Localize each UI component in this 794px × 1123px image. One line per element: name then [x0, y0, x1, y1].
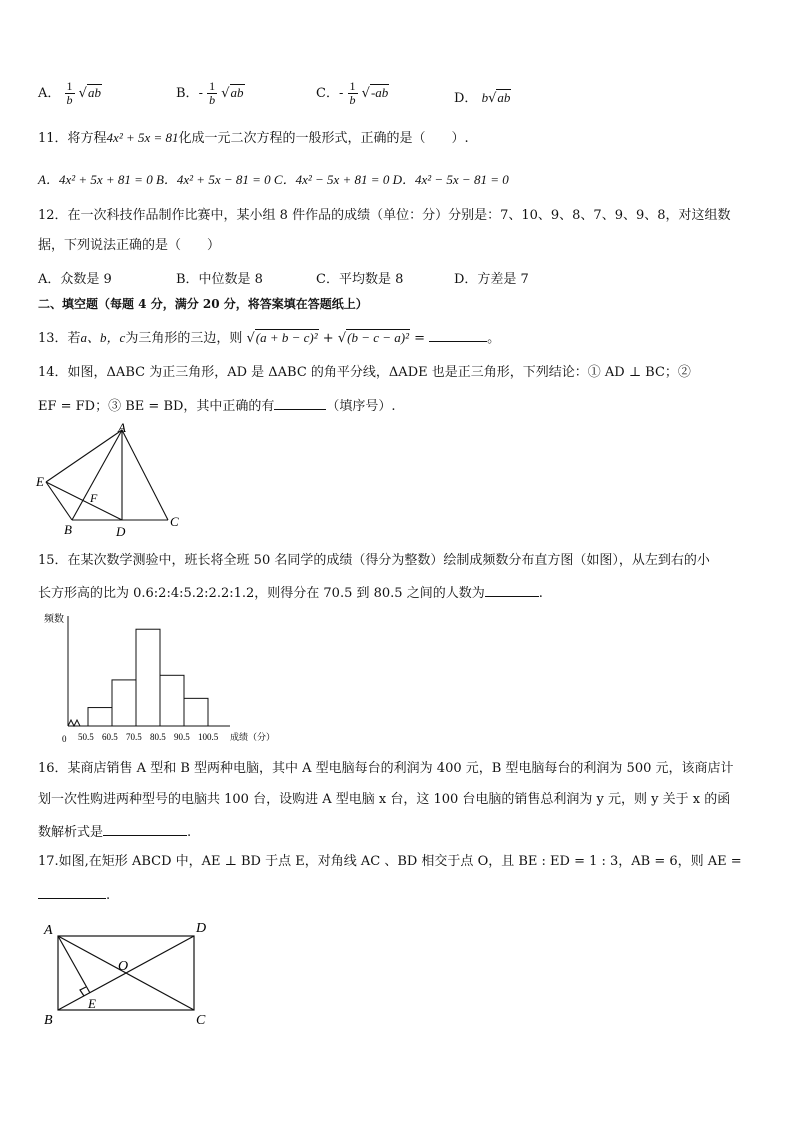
- q16-stem-line2: 划一次性购进两种型号的电脑共 100 台，设购进 A 型电脑 x 台，这 100 台电脑的销售总利润为 y 元，则 y 关于 x 的函: [38, 792, 731, 807]
- x-tick-label: 50.5: [78, 732, 94, 742]
- label-b: B: [44, 1013, 53, 1028]
- q10-option-c: C．- $\frac{1}{b}$ √-ab: [316, 79, 389, 107]
- label-d: D: [116, 524, 126, 538]
- sqrt-sign-icon: √: [337, 331, 347, 346]
- q17-stem-line2: .: [38, 885, 110, 905]
- label-a: A: [118, 420, 126, 435]
- q15-stem-line1: 15．在某次数学测验中，班长将全班 50 名同学的成绩（得分为整数）绘制成频数分布直方图（如图），从左到右的小: [38, 553, 710, 568]
- section-heading: 二、填空题（每题 4 分，满分 20 分，将答案填在答题纸上）: [38, 297, 368, 311]
- q15-stem-line2: 长方形高的比为 0.6:2:4:5.2:2.2:1.2，则得分在 70.5 到 80.5 之间的人数为 .: [38, 583, 543, 603]
- sqrt-sign-icon: √: [78, 86, 87, 101]
- histogram-bar: [136, 629, 160, 726]
- answer-blank: [274, 396, 326, 410]
- answer-blank: [429, 328, 487, 342]
- x-tick-label: 60.5: [102, 732, 118, 742]
- histogram-bar: [112, 680, 136, 726]
- fraction: $\frac{1}{b}$: [349, 79, 356, 107]
- answer-blank: [485, 583, 539, 597]
- axis-break-icon: [68, 720, 80, 726]
- x-tick-label: 100.5: [198, 732, 219, 742]
- answer-blank: [103, 822, 187, 836]
- edge-eb: [46, 482, 72, 520]
- label-b: B: [64, 522, 72, 537]
- x-tick-label: 70.5: [126, 732, 142, 742]
- label-o: O: [118, 959, 129, 974]
- q12-stem-line2: 据，下列说法正确的是（ ）: [38, 238, 221, 253]
- q10-option-d: D． b√ab: [454, 90, 511, 106]
- x-axis-label: 成绩（分）: [230, 732, 276, 742]
- histogram-bar: [184, 698, 208, 726]
- label-c: C: [170, 514, 179, 529]
- q16-stem-line3: 数解析式是 .: [38, 822, 191, 842]
- label-f: F: [90, 491, 98, 505]
- q12-option-c: C．平均数是 8: [316, 272, 404, 287]
- sqrt-sign-icon: √: [221, 86, 230, 101]
- q10-option-b: B．- $\frac{1}{b}$ √ab: [176, 79, 244, 107]
- y-axis-label: 频数: [44, 614, 64, 625]
- label-e: E: [36, 474, 44, 489]
- x-tick-label: 80.5: [150, 732, 166, 742]
- q14-stem-line1: 14．如图，ΔABC 为正三角形，AD 是 ΔABC 的角平分线，ΔADE 也是正三角形，下列结论：① AD ⊥ BC；②: [38, 365, 691, 380]
- q14-stem-line2: EF = FD；③ BE = BD，其中正确的有 （填序号）.: [38, 396, 396, 416]
- fraction: $\frac{1}{b}$: [209, 79, 216, 107]
- edge-ae: [46, 430, 122, 482]
- fraction: $\frac{1}{b}$: [66, 79, 73, 107]
- label-d: D: [196, 921, 207, 936]
- label-c: C: [196, 1013, 206, 1028]
- q11-stem: 11．将方程4x² + 5x = 81化成一元二次方程的一般形式，正确的是（ ）.: [38, 130, 469, 146]
- q13-stem: 13．若a、b，c为三角形的三边，则 √(a + b − c)² + √(b − c − a)² = 。: [38, 330, 501, 346]
- histogram-bar: [160, 675, 184, 726]
- q10-option-a: A． $\frac{1}{b}$ √ab: [38, 79, 101, 107]
- edge-ed: [46, 482, 122, 520]
- q12-option-b: B．中位数是 8: [176, 272, 263, 287]
- sqrt-sign-icon: √: [488, 91, 497, 106]
- q16-stem-line1: 16．某商店销售 A 型和 B 型两种电脑，其中 A 型电脑每台的利润为 400 元，B 型电脑每台的利润为 500 元，该商店计: [38, 761, 734, 776]
- label-a: A: [44, 923, 53, 938]
- sqrt-sign-icon: √: [361, 86, 370, 101]
- label-e: E: [88, 996, 96, 1011]
- q12-option-d: D．方差是 7: [454, 272, 529, 287]
- q12-option-a: A．众数是 9: [38, 272, 112, 287]
- q17-stem-line1: 17.如图,在矩形 ABCD 中，AE ⊥ BD 于点 E，对角线 AC 、BD 相交于点 O，且 BE : ED = 1 : 3，AB = 6，则 AE =: [38, 854, 742, 869]
- q11-options: A．4x² + 5x + 81 = 0 B．4x² + 5x − 81 = 0 C．4x² − 5x + 81 = 0 D．4x² − 5x − 81 = 0: [38, 172, 509, 187]
- histogram-bar: [88, 708, 112, 726]
- sqrt-sign-icon: √: [246, 331, 255, 346]
- x-tick-label: 90.5: [174, 732, 190, 742]
- edge-ac: [122, 430, 168, 520]
- origin-label: 0: [62, 734, 67, 744]
- answer-blank: [38, 885, 106, 899]
- q14-triangle-figure: [34, 420, 184, 538]
- q15-histogram: [40, 608, 300, 748]
- edge-ab: [72, 430, 122, 520]
- q17-rectangle-figure: [38, 914, 218, 1028]
- q12-stem-line1: 12．在一次科技作品制作比赛中，某小组 8 件作品的成绩（单位：分）分别是：7、10、9、8、7、9、9、8，对这组数: [38, 208, 731, 223]
